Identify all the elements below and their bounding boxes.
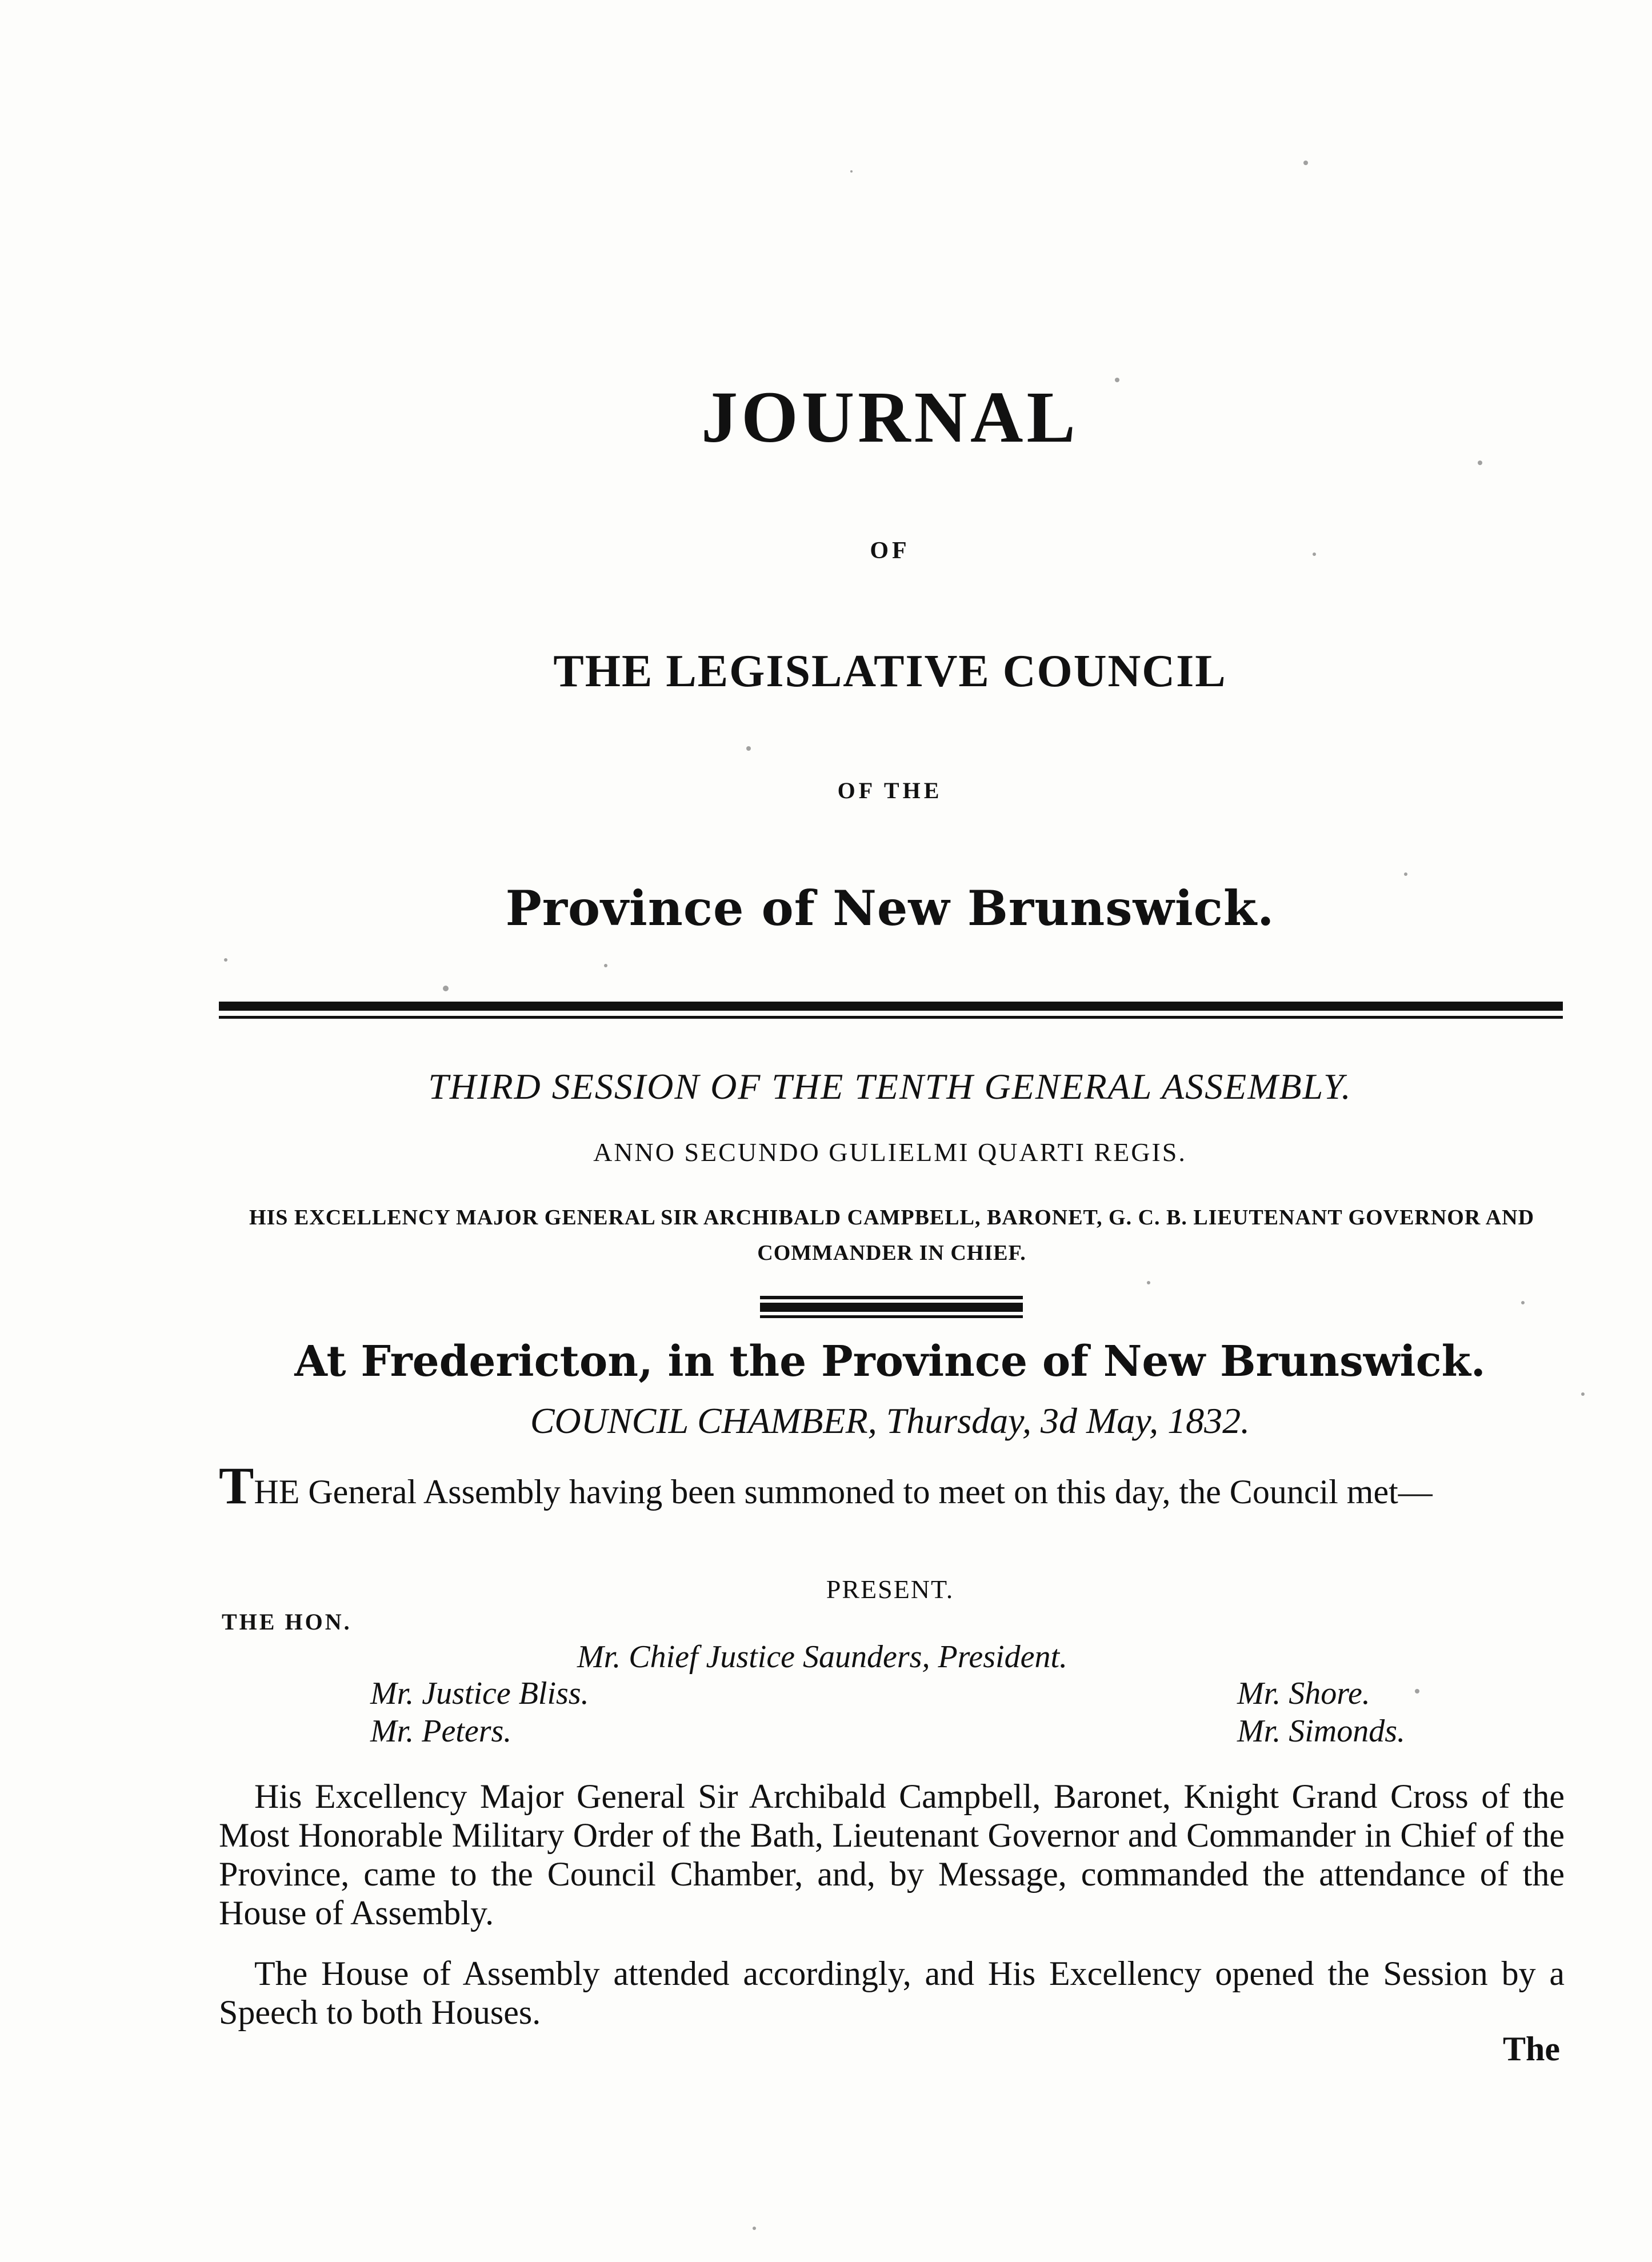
president-name: Mr. Chief Justice Saunders, President. bbox=[577, 1639, 1068, 1675]
short-rule-bottom bbox=[760, 1315, 1023, 1318]
regnal-year: ANNO SECUNDO GULIELMI QUARTI REGIS. bbox=[593, 1138, 1187, 1167]
opening-text: HE General Assembly having been summoned to meet on this day, the Council met— bbox=[254, 1473, 1433, 1511]
province-title: Province of New Brunswick. bbox=[505, 880, 1275, 936]
catchword: The bbox=[1503, 2030, 1561, 2068]
journal-title: JOURNAL bbox=[701, 377, 1079, 458]
short-rule-top bbox=[760, 1296, 1023, 1299]
of-the-label: OF THE bbox=[837, 778, 943, 803]
double-rule-bottom bbox=[219, 1016, 1563, 1019]
session-title: THIRD SESSION OF THE TENTH GENERAL ASSEMBLY. bbox=[428, 1066, 1352, 1107]
governor-line: HIS EXCELLENCY MAJOR GENERAL SIR ARCHIBALD CAMPBELL, BARONET, G. C. B. LIEUTENANT GOVERNOR AND COMMANDER IN CHIEF. bbox=[249, 1206, 1535, 1265]
of-label: OF bbox=[870, 538, 910, 564]
short-rule-middle bbox=[760, 1303, 1023, 1312]
council-title: THE LEGISLATIVE COUNCIL bbox=[553, 646, 1227, 696]
double-rule-top bbox=[219, 1002, 1563, 1011]
the-hon-label: THE HON. bbox=[222, 1609, 352, 1635]
member-name: Mr. Shore. bbox=[1237, 1676, 1370, 1711]
member-name: Mr. Simonds. bbox=[1237, 1713, 1406, 1749]
body-paragraph: His Excellency Major General Sir Archibald Campbell, Baronet, Knight Grand Cross of the Most Honorable Military Order of the Bath, Lieutenant Governor and Commander in Chief of the Province, came to the Council Chamber, and, by Message, commanded the attendance of the House of Assembly. bbox=[219, 1777, 1565, 1932]
place-heading: At Fredericton, in the Province of New Brunswick. bbox=[294, 1337, 1486, 1386]
drop-cap: T bbox=[219, 1456, 254, 1515]
member-name: Mr. Justice Bliss. bbox=[370, 1676, 589, 1711]
chamber-date: COUNCIL CHAMBER, Thursday, 3d May, 1832. bbox=[530, 1400, 1250, 1441]
member-name: Mr. Peters. bbox=[370, 1713, 512, 1749]
present-heading: PRESENT. bbox=[826, 1575, 954, 1604]
body-paragraph: The House of Assembly attended accordingly, and His Excellency opened the Session by a Speech to both Houses. bbox=[219, 1955, 1565, 2031]
opening-paragraph bbox=[219, 1456, 1565, 1515]
